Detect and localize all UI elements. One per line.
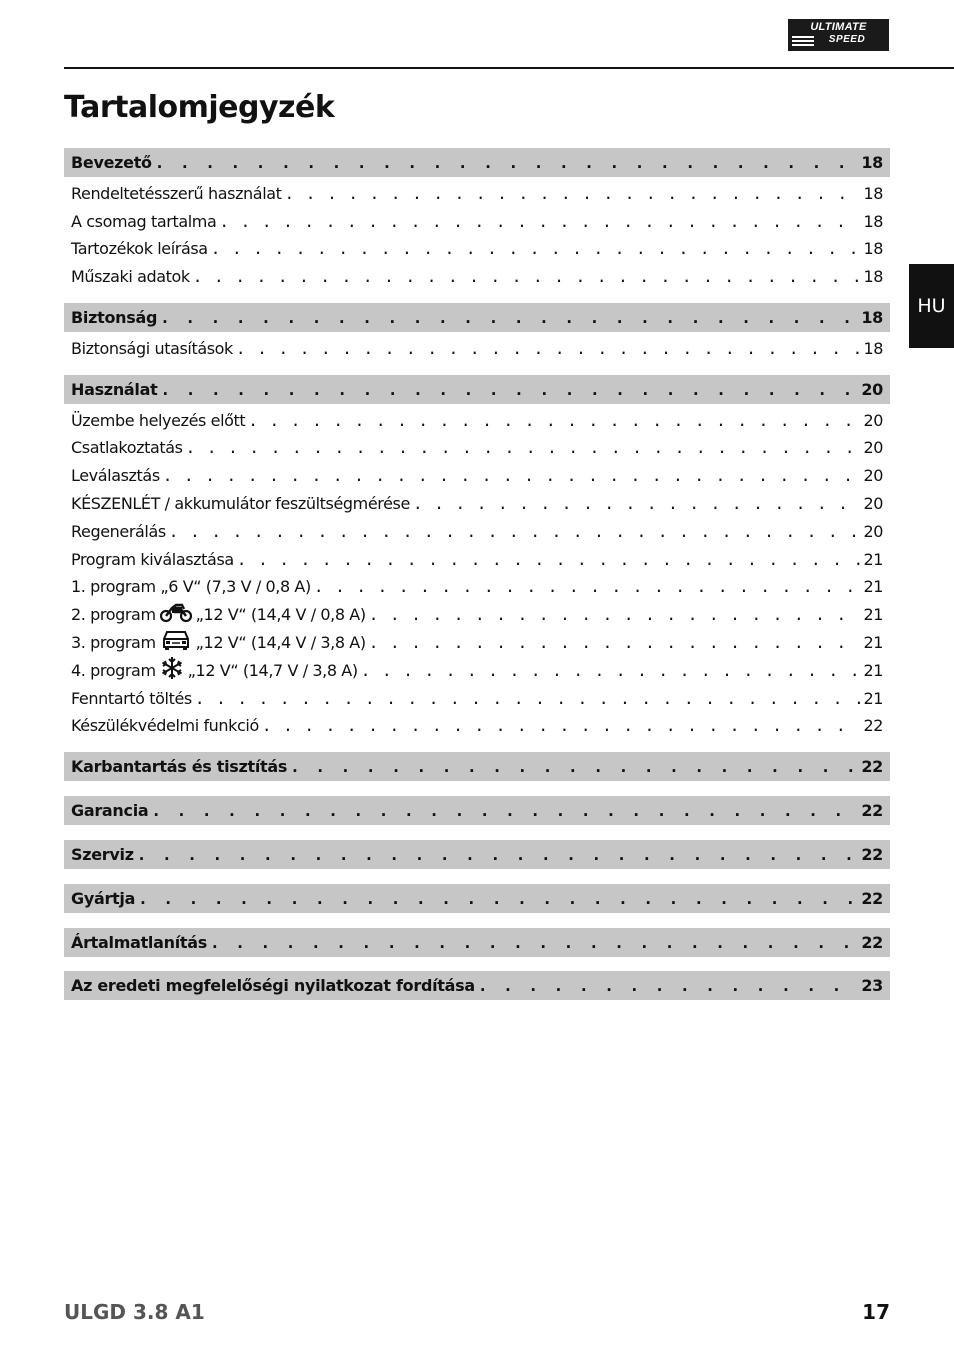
toc-label	[71, 602, 366, 626]
toc-page-number: 18	[863, 238, 883, 258]
toc-label: Tartozékok leírása	[71, 238, 208, 258]
toc-label: Program kiválasztása	[71, 549, 234, 569]
toc-label: Biztonság	[71, 308, 158, 327]
toc-page-number: 22	[861, 757, 883, 776]
toc-label: Ártalmatlanítás	[71, 933, 207, 952]
toc-page-number: 21	[863, 660, 883, 680]
toc-page-number: 22	[861, 889, 883, 908]
toc-page-number: 20	[861, 380, 883, 399]
toc-label: Készülékvédelmi funkció	[71, 715, 259, 735]
toc-leader-dots	[314, 577, 861, 596]
motorcycle-icon	[160, 602, 192, 626]
toc-section	[64, 148, 890, 177]
toc-entry	[64, 462, 890, 488]
toc-leader-dots	[163, 466, 861, 485]
toc-entry	[64, 657, 890, 683]
toc-page-number: 18	[861, 153, 883, 172]
toc-leader-dots	[369, 605, 861, 624]
footer-model: ULGD 3.8 A1	[64, 1300, 205, 1324]
toc-label: A csomag tartalma	[71, 211, 217, 231]
toc-section	[64, 375, 890, 404]
toc-label-suffix: „12 V“ (14,4 V / 0,8 A)	[195, 604, 366, 624]
toc-label: KÉSZENLÉT / akkumulátor feszültségmérése	[71, 493, 410, 513]
language-tab-label: HU	[917, 295, 946, 317]
toc-label-prefix: 4. program	[71, 660, 156, 680]
toc-page-number: 20	[863, 410, 883, 430]
toc-label: Bevezető	[71, 153, 152, 172]
logo-line2: SPEED	[828, 34, 866, 45]
toc-page-number: 21	[863, 632, 883, 652]
toc-page-number: 20	[863, 465, 883, 485]
toc-leader-dots	[137, 845, 859, 864]
toc-page-number: 20	[863, 521, 883, 541]
toc-entry	[64, 235, 890, 261]
toc-label: Használat	[71, 380, 158, 399]
toc-leader-dots	[369, 633, 861, 652]
toc-leader-dots	[193, 267, 861, 286]
toc-section	[64, 303, 890, 332]
toc-label	[71, 656, 358, 684]
toc-label: Leválasztás	[71, 465, 160, 485]
toc-leader-dots	[210, 933, 858, 952]
toc-label: Üzembe helyezés előtt	[71, 410, 246, 430]
toc-page-number: 18	[863, 183, 883, 203]
toc-label: Gyártja	[71, 889, 136, 908]
logo-line1: ULTIMATE	[810, 21, 867, 33]
toc-page-number: 21	[863, 604, 883, 624]
toc-label-prefix: 3. program	[71, 632, 156, 652]
toc-entry	[64, 434, 890, 460]
toc-leader-dots	[160, 380, 858, 399]
toc-label: Regenerálás	[71, 521, 166, 541]
toc-entry	[64, 546, 890, 572]
page-title: Tartalomjegyzék	[64, 90, 335, 125]
toc-label: Az eredeti megfelelőségi nyilatkozat fordítása	[71, 976, 475, 995]
snowflake-icon	[160, 656, 184, 684]
header-rule	[64, 67, 954, 69]
toc-leader-dots	[237, 550, 861, 569]
toc-leader-dots	[236, 339, 861, 358]
toc-entry	[64, 490, 890, 516]
toc-leader-dots	[248, 411, 860, 430]
language-tab	[909, 264, 954, 348]
toc-leader-dots	[211, 239, 861, 258]
toc-section	[64, 796, 890, 825]
toc-entry	[64, 685, 890, 711]
toc-leader-dots	[290, 757, 858, 776]
footer-page-number: 17	[862, 1300, 890, 1324]
toc-label: Biztonsági utasítások	[71, 338, 233, 358]
toc-section	[64, 928, 890, 957]
toc-label: Garancia	[71, 801, 149, 820]
toc-label-suffix: „12 V“ (14,4 V / 3,8 A)	[195, 632, 366, 652]
toc-section	[64, 884, 890, 913]
toc-page-number: 22	[861, 933, 883, 952]
toc-page-number: 23	[861, 976, 883, 995]
toc-entry	[64, 629, 890, 655]
toc-leader-dots	[138, 889, 858, 908]
toc-label: Fenntartó töltés	[71, 688, 192, 708]
car-icon	[160, 629, 192, 655]
toc-page-number: 22	[863, 715, 883, 735]
toc-leader-dots	[285, 184, 861, 203]
toc-leader-dots	[413, 494, 861, 513]
toc-page-number: 22	[861, 801, 883, 820]
toc-leader-dots	[195, 689, 861, 708]
toc-leader-dots	[169, 522, 861, 541]
toc-label: Műszaki adatok	[71, 266, 190, 286]
toc-page-number: 18	[863, 266, 883, 286]
toc-page-number: 21	[863, 576, 883, 596]
toc-entry	[64, 407, 890, 433]
toc-section	[64, 752, 890, 781]
toc-entry	[64, 180, 890, 206]
toc-entry	[64, 263, 890, 289]
toc-section	[64, 840, 890, 869]
toc-leader-dots	[262, 716, 861, 735]
toc-entry	[64, 208, 890, 234]
toc-label: Rendeltetésszerű használat	[71, 183, 282, 203]
toc-page-number: 22	[861, 845, 883, 864]
toc-leader-dots	[219, 212, 860, 231]
toc-label-suffix: „12 V“ (14,7 V / 3,8 A)	[187, 660, 358, 680]
toc-page-number: 20	[863, 493, 883, 513]
toc-page-number: 18	[861, 308, 883, 327]
toc-leader-dots	[361, 661, 861, 680]
toc-page-number: 18	[863, 338, 883, 358]
toc-page-number: 20	[863, 437, 883, 457]
toc-label: 1. program „6 V“ (7,3 V / 0,8 A)	[71, 576, 311, 596]
toc-label: Csatlakoztatás	[71, 437, 183, 457]
ultimate-speed-logo	[788, 19, 889, 51]
toc-page-number: 21	[863, 549, 883, 569]
toc-label: Karbantartás és tisztítás	[71, 757, 288, 776]
toc-leader-dots	[155, 153, 859, 172]
toc-leader-dots	[151, 801, 858, 820]
toc-entry	[64, 573, 890, 599]
toc-leader-dots	[160, 308, 858, 327]
toc-leader-dots	[186, 438, 861, 457]
toc-label: Szerviz	[71, 845, 134, 864]
toc-label	[71, 629, 366, 655]
toc-entry	[64, 712, 890, 738]
toc-entry	[64, 335, 890, 361]
toc-leader-dots	[478, 976, 858, 995]
toc-label-prefix: 2. program	[71, 604, 156, 624]
toc-page-number: 18	[863, 211, 883, 231]
toc-entry	[64, 518, 890, 544]
toc-page-number: 21	[863, 688, 883, 708]
toc-entry	[64, 601, 890, 627]
toc-section	[64, 971, 890, 1000]
